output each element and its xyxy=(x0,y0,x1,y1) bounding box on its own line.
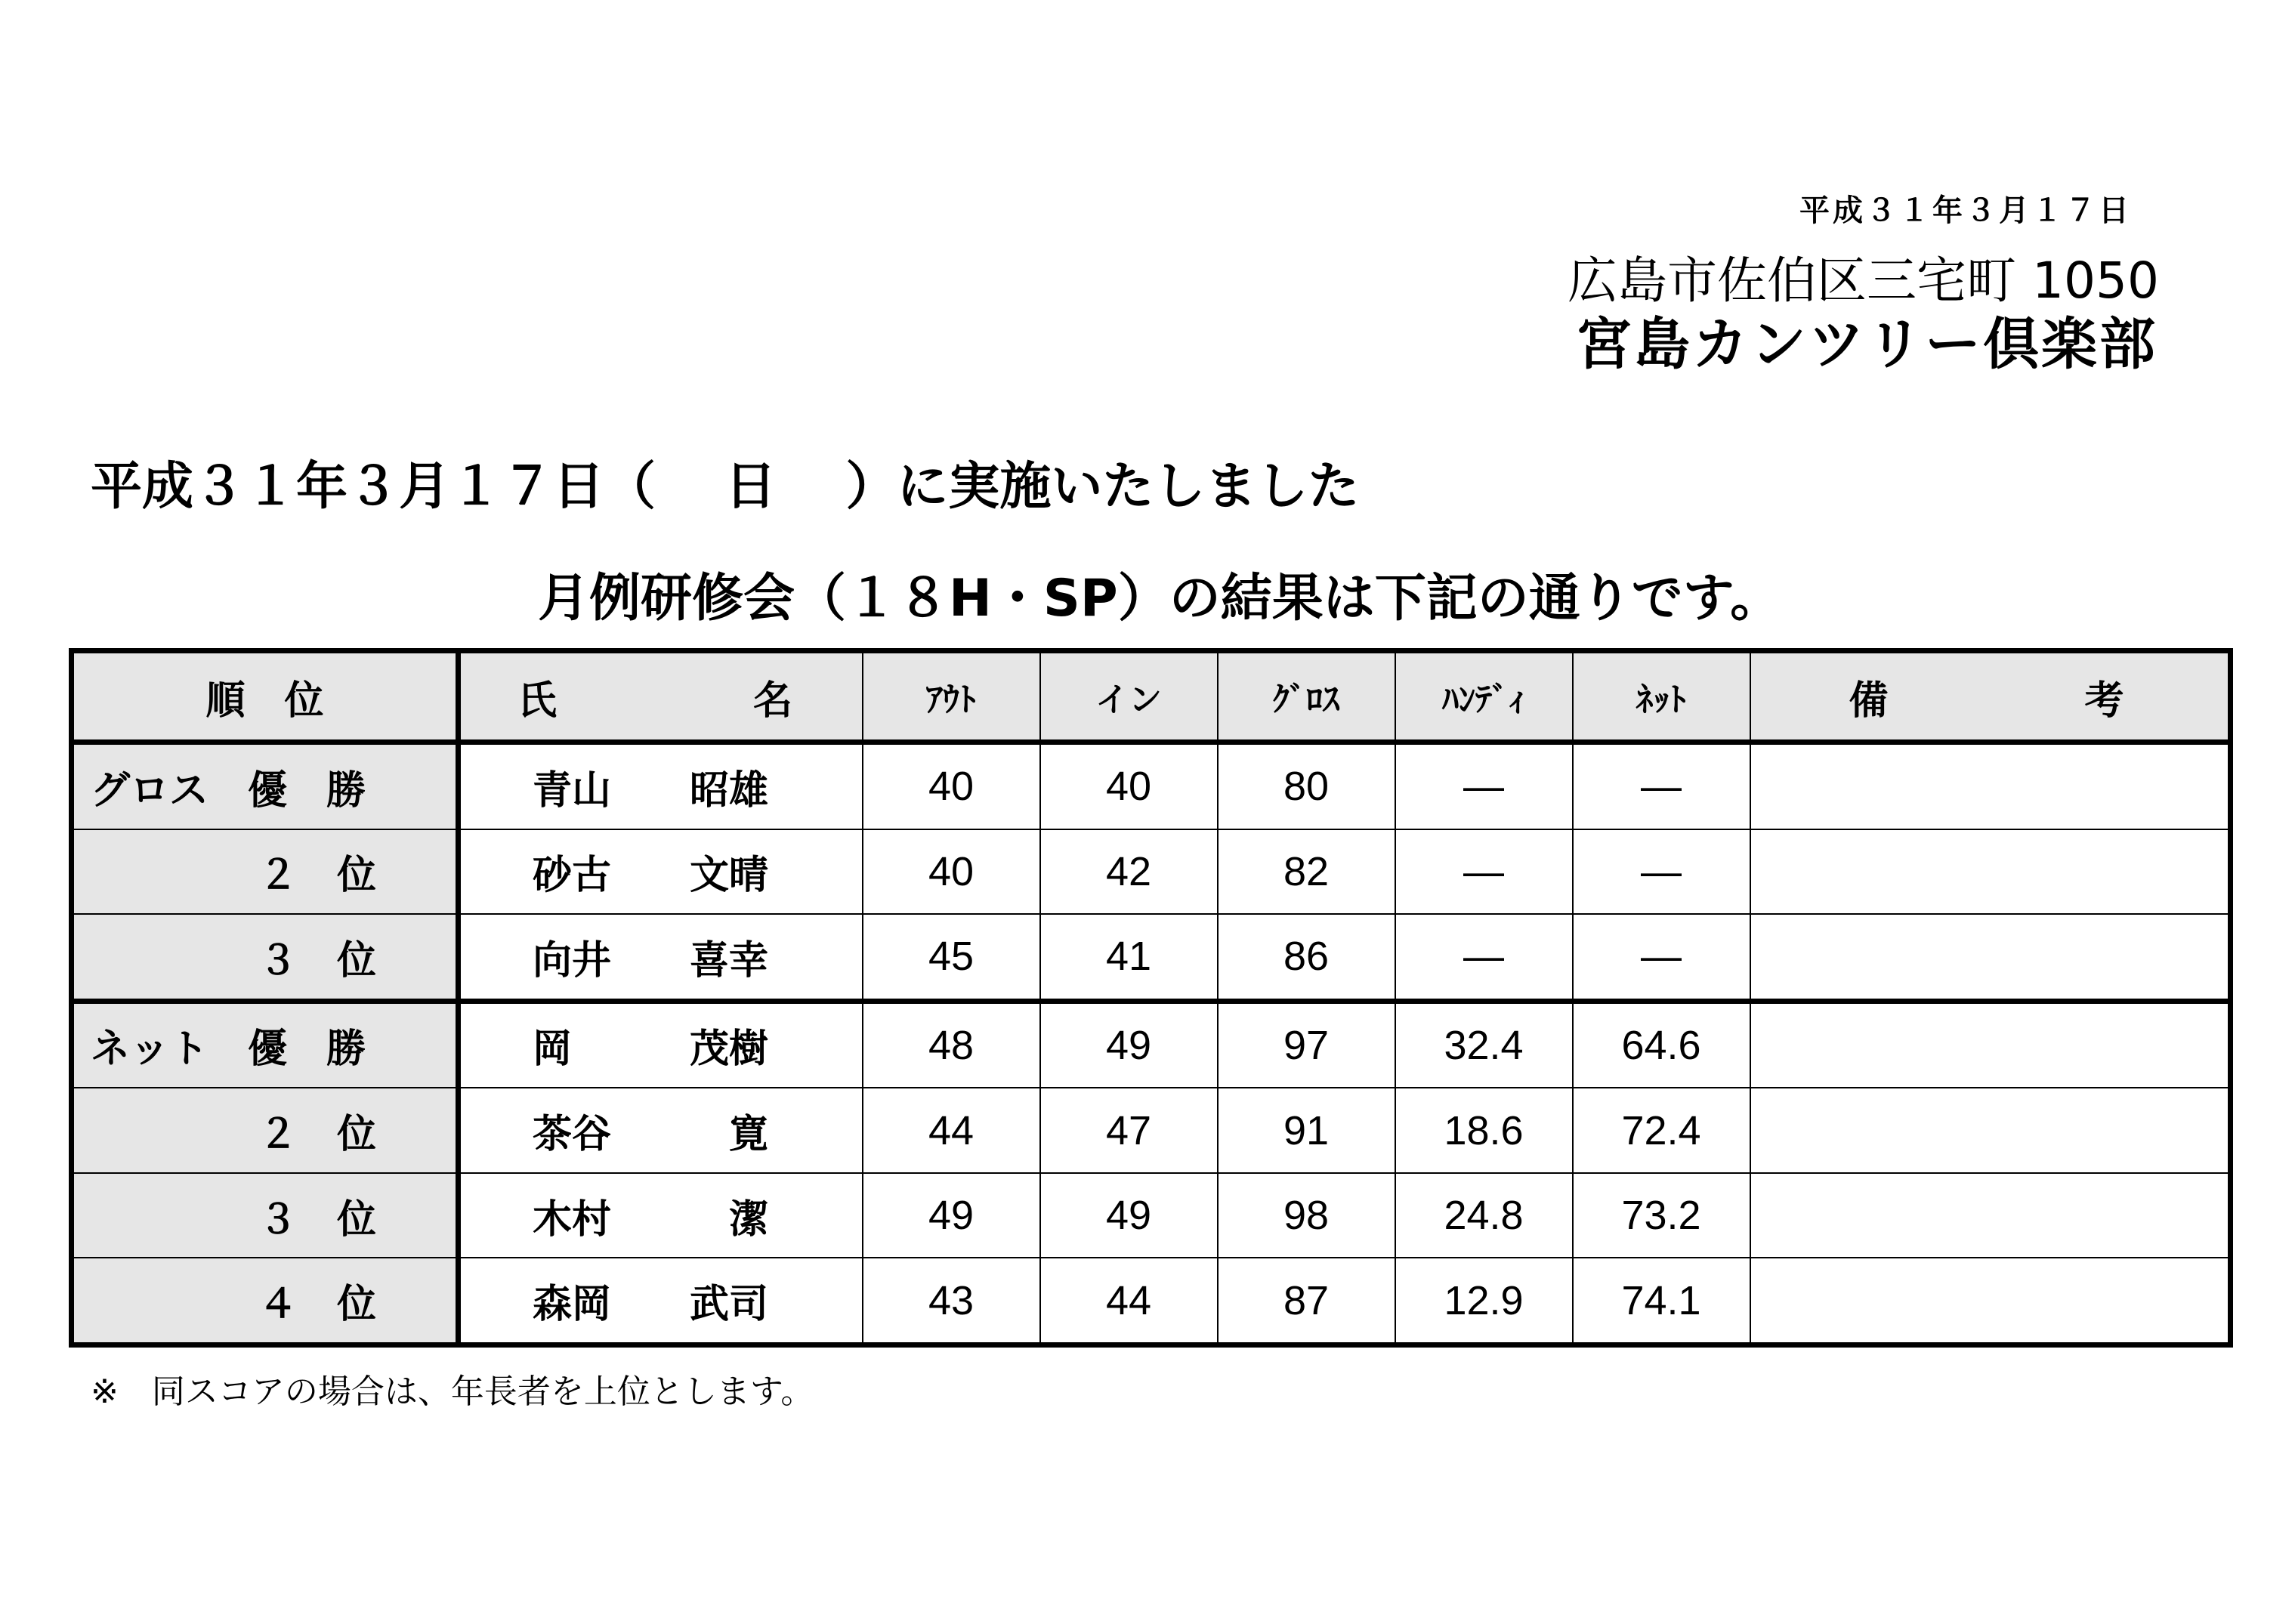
gross-cell: 98 xyxy=(1218,1173,1395,1258)
net-cell: 74.1 xyxy=(1573,1258,1750,1345)
name-cell: 青山 昭雄 xyxy=(459,743,863,829)
gross-cell: 86 xyxy=(1218,914,1395,1001)
net-cell: 73.2 xyxy=(1573,1173,1750,1258)
out-cell: 43 xyxy=(863,1258,1040,1345)
handicap-cell: 18.6 xyxy=(1395,1088,1573,1173)
table-row xyxy=(72,743,2231,829)
gross-cell: 80 xyxy=(1218,743,1395,829)
name-cell: 茶谷 寛 xyxy=(459,1088,863,1173)
rank-cell: グロス 優 勝 xyxy=(72,743,459,829)
handicap-cell: — xyxy=(1395,914,1573,1001)
header-rank: 順 位 xyxy=(72,651,459,743)
out-cell: 49 xyxy=(863,1173,1040,1258)
handicap-cell: — xyxy=(1395,829,1573,915)
notes-cell xyxy=(1750,1173,2231,1258)
table-row xyxy=(72,1088,2231,1173)
notes-cell xyxy=(1750,1001,2231,1088)
table-row xyxy=(72,914,2231,1001)
table-header-row xyxy=(72,651,2231,743)
in-cell: 40 xyxy=(1040,743,1218,829)
in-cell: 49 xyxy=(1040,1001,1218,1088)
header-in: イン xyxy=(1040,651,1218,743)
handicap-cell: — xyxy=(1395,743,1573,829)
in-cell: 49 xyxy=(1040,1173,1218,1258)
handicap-cell: 24.8 xyxy=(1395,1173,1573,1258)
in-cell: 42 xyxy=(1040,829,1218,915)
results-heading: 月例研修会（１８H・SP）の結果は下記の通りです。 xyxy=(538,569,1782,628)
club-address: 広島市佐伯区三宅町 1050 xyxy=(1568,252,2159,310)
handicap-cell: 12.9 xyxy=(1395,1258,1573,1345)
name-cell: 岡 茂樹 xyxy=(459,1001,863,1088)
net-cell: 64.6 xyxy=(1573,1001,1750,1088)
header-gross: ｸﾞﾛｽ xyxy=(1218,651,1395,743)
results-table xyxy=(69,648,2233,1348)
gross-cell: 97 xyxy=(1218,1001,1395,1088)
header-out: ｱｳﾄ xyxy=(863,651,1040,743)
notes-cell xyxy=(1750,1258,2231,1345)
intro-text: 平成３１年３月１７日（ 日 ）に実施いたしました xyxy=(91,457,1360,517)
rank-cell: ３ 位 xyxy=(72,1173,459,1258)
notes-cell xyxy=(1750,743,2231,829)
table-row xyxy=(72,829,2231,915)
header-name: 氏 名 xyxy=(459,651,863,743)
name-cell: 木村 潔 xyxy=(459,1173,863,1258)
handicap-cell: 32.4 xyxy=(1395,1001,1573,1088)
rank-cell: ネット 優 勝 xyxy=(72,1001,459,1088)
in-cell: 44 xyxy=(1040,1258,1218,1345)
header-notes: 備 考 xyxy=(1750,651,2231,743)
in-cell: 41 xyxy=(1040,914,1218,1001)
table-row xyxy=(72,1258,2231,1345)
in-cell: 47 xyxy=(1040,1088,1218,1173)
gross-cell: 87 xyxy=(1218,1258,1395,1345)
name-cell: 砂古 文晴 xyxy=(459,829,863,915)
issue-date: 平成３１年３月１７日 xyxy=(1799,193,2132,228)
out-cell: 40 xyxy=(863,829,1040,915)
gross-cell: 82 xyxy=(1218,829,1395,915)
notes-cell xyxy=(1750,829,2231,915)
notes-cell xyxy=(1750,914,2231,1001)
out-cell: 40 xyxy=(863,743,1040,829)
notes-cell xyxy=(1750,1088,2231,1173)
rank-cell: ２ 位 xyxy=(72,1088,459,1173)
rank-cell: ２ 位 xyxy=(72,829,459,915)
header-net: ﾈｯﾄ xyxy=(1573,651,1750,743)
net-cell: — xyxy=(1573,829,1750,915)
header-handicap: ﾊﾝﾃﾞｨ xyxy=(1395,651,1573,743)
footnote: ※ 同スコアの場合は、年長者を上位とします。 xyxy=(91,1372,814,1411)
table-row xyxy=(72,1001,2231,1088)
rank-cell: ３ 位 xyxy=(72,914,459,1001)
out-cell: 48 xyxy=(863,1001,1040,1088)
gross-cell: 91 xyxy=(1218,1088,1395,1173)
rank-cell: ４ 位 xyxy=(72,1258,459,1345)
out-cell: 45 xyxy=(863,914,1040,1001)
out-cell: 44 xyxy=(863,1088,1040,1173)
net-cell: — xyxy=(1573,743,1750,829)
name-cell: 森岡 武司 xyxy=(459,1258,863,1345)
net-cell: — xyxy=(1573,914,1750,1001)
name-cell: 向井 喜幸 xyxy=(459,914,863,1001)
club-name: 宮島カンツリー倶楽部 xyxy=(1576,312,2158,377)
net-cell: 72.4 xyxy=(1573,1088,1750,1173)
table-row xyxy=(72,1173,2231,1258)
